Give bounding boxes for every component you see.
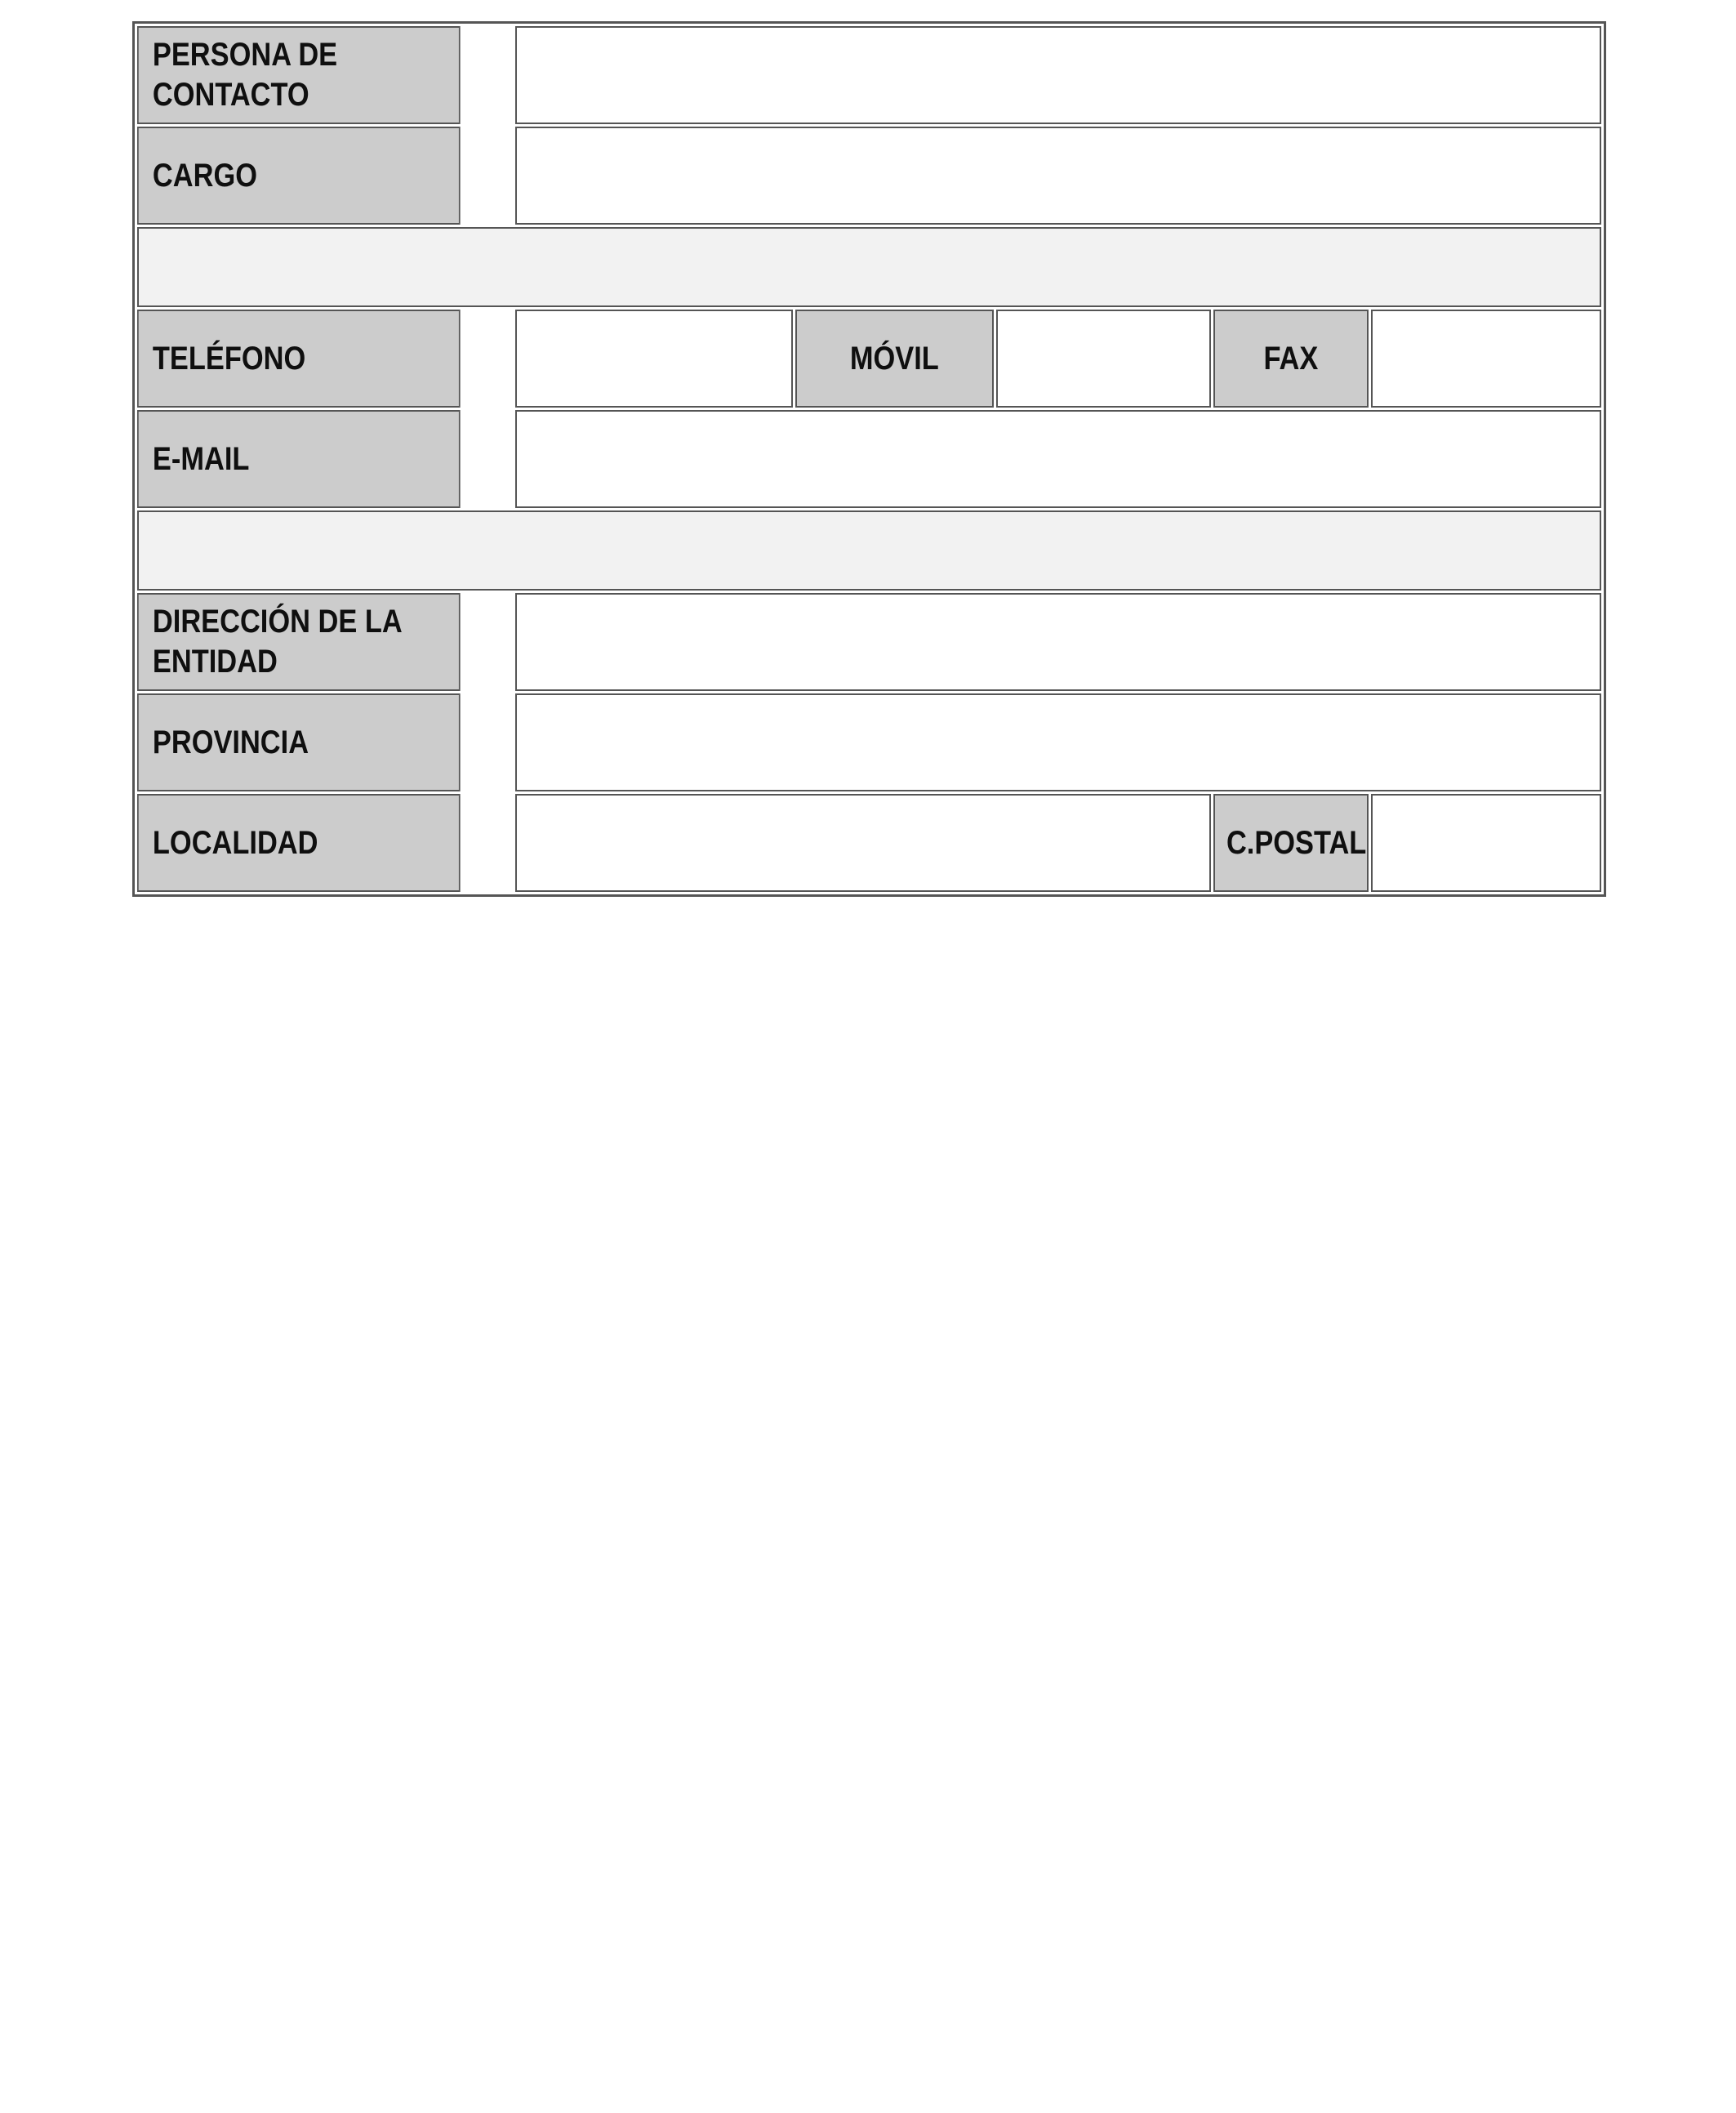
position-label: CARGO (137, 127, 461, 225)
entity-address-field[interactable] (515, 593, 1601, 691)
locality-label: LOCALIDAD (137, 794, 461, 892)
province-row (137, 693, 1601, 791)
contact-person-field[interactable] (515, 26, 1601, 124)
email-field[interactable] (515, 410, 1601, 508)
contact-form-table (132, 21, 1606, 897)
position-row (137, 127, 1601, 225)
locality-field[interactable] (515, 794, 1211, 892)
mobile-label: MÓVIL (795, 310, 994, 408)
section-separator (137, 227, 1601, 307)
postal-code-label: C.POSTAL (1213, 794, 1369, 892)
email-label: E-MAIL (137, 410, 461, 508)
phone-field[interactable] (515, 310, 793, 408)
section-separator (137, 510, 1601, 591)
email-row (137, 410, 1601, 508)
postal-code-field[interactable] (1371, 794, 1601, 892)
fax-field[interactable] (1371, 310, 1601, 408)
phone-label: TELÉFONO (137, 310, 461, 408)
separator-band (137, 227, 1601, 307)
fax-label: FAX (1213, 310, 1369, 408)
province-field[interactable] (515, 693, 1601, 791)
separator-band (137, 510, 1601, 591)
province-label: PROVINCIA (137, 693, 461, 791)
locality-row (137, 794, 1601, 892)
position-field[interactable] (515, 127, 1601, 225)
entity-address-row (137, 593, 1601, 691)
contact-person-label: PERSONA DE CONTACTO (137, 26, 461, 124)
entity-address-label: DIRECCIÓN DE LA ENTIDAD (137, 593, 461, 691)
phone-row (137, 310, 1601, 408)
mobile-field[interactable] (996, 310, 1211, 408)
contact-person-row (137, 26, 1601, 124)
